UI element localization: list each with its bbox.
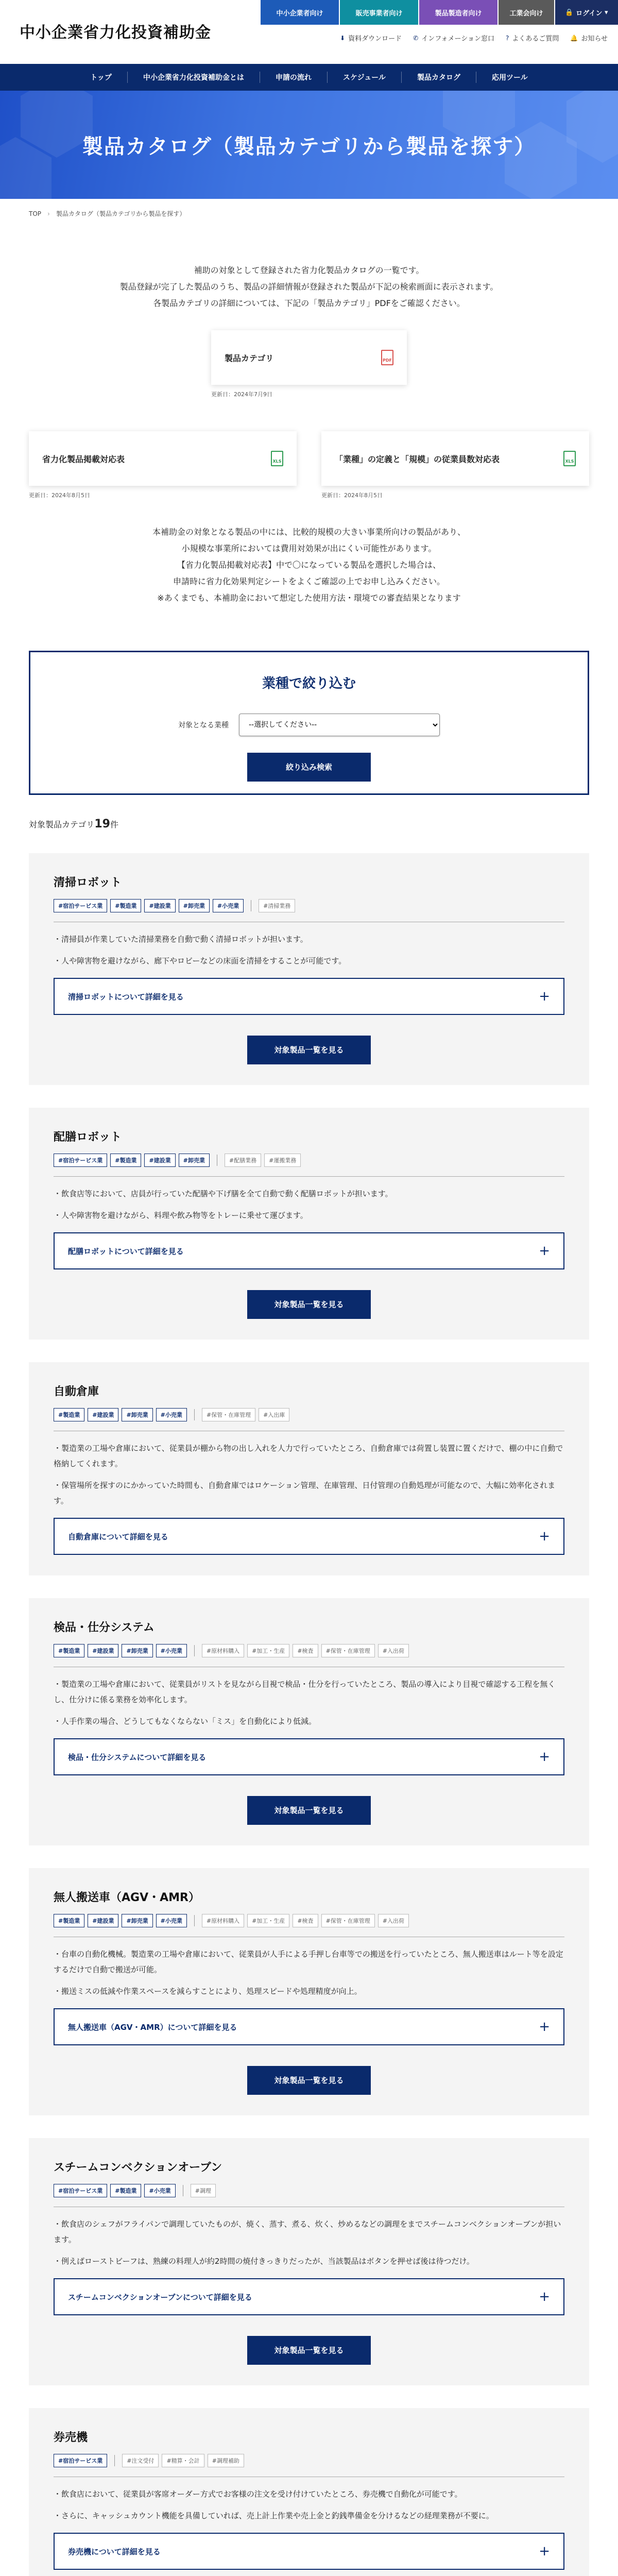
category-body bbox=[54, 1431, 564, 1509]
category-title: 自動倉庫 bbox=[54, 1385, 99, 1398]
login-label: ログイン bbox=[576, 9, 603, 18]
process-tag: #原材料購入 bbox=[202, 1914, 244, 1927]
question-icon: ? bbox=[506, 34, 509, 42]
process-tag: #調理 bbox=[191, 2184, 216, 2197]
tab-manufacturer[interactable]: 製品製造者向け bbox=[419, 0, 497, 25]
category-body bbox=[54, 1937, 564, 1999]
view-products-button[interactable]: 対象製品一覧を見る bbox=[247, 1290, 371, 1319]
tag-list bbox=[54, 2184, 564, 2197]
download-icon: ⬇ bbox=[340, 34, 346, 42]
category-title: 無人搬送車（AGV・AMR） bbox=[54, 1891, 200, 1904]
category-description: ・保管場所を探すのにかかっていた時間も、自動倉庫ではロケーション管理、在庫管理、日付管理の自動処理が可能なので、大幅に効率化されます。 bbox=[54, 1481, 556, 1505]
view-products-button[interactable]: 対象製品一覧を見る bbox=[247, 2066, 371, 2095]
intro-text bbox=[0, 262, 618, 312]
industry-tag[interactable]: #製造業 bbox=[110, 1154, 141, 1167]
category-description: ・例えばローストビーフは、熟練の料理人が約2時間の焼付きっきりだったが、当該製品はボタンを押せば後は待つだけ。 bbox=[54, 2257, 474, 2266]
industry-tag[interactable]: #小売業 bbox=[156, 1914, 187, 1927]
industry-tag[interactable]: #宿泊サービス業 bbox=[54, 2184, 107, 2197]
hero-banner bbox=[0, 91, 618, 199]
excel-icon: XLS bbox=[271, 451, 283, 466]
doc-column bbox=[321, 431, 589, 499]
site-header bbox=[0, 0, 618, 64]
process-tag: #加工・生産 bbox=[247, 1644, 289, 1657]
accordion-label: 清掃ロボットについて詳細を見る bbox=[68, 992, 184, 1002]
doc-link-correspondence-table[interactable] bbox=[29, 431, 297, 486]
category-list bbox=[0, 853, 618, 2576]
process-tag: #検査 bbox=[293, 1914, 318, 1927]
notes-text bbox=[0, 524, 618, 606]
accordion-label: スチームコンベクションオーブンについて詳細を見る bbox=[68, 2292, 252, 2302]
category-description: ・人や障害物を避けながら、廊下やロビーなどの床面を清掃をすることが可能です。 bbox=[54, 956, 347, 965]
category-card bbox=[29, 2408, 589, 2576]
pdf-icon: PDF bbox=[381, 350, 393, 365]
gnav-catalog[interactable]: 製品カタログ bbox=[401, 72, 476, 83]
category-description: ・飲食店等において、店員が行っていた配膳や下げ膳を全て自動で動く配膳ロボットが担います。 bbox=[54, 1189, 393, 1198]
gnav-top[interactable]: トップ bbox=[90, 74, 112, 82]
breadcrumb-current: 製品カタログ（製品カテゴリから製品を探す） bbox=[56, 210, 186, 217]
category-card bbox=[29, 853, 589, 1085]
industry-tag[interactable]: #小売業 bbox=[213, 899, 244, 912]
accordion-label: 自動倉庫について詳細を見る bbox=[68, 1532, 168, 1541]
category-details-accordion[interactable] bbox=[54, 1738, 564, 1775]
industry-tag[interactable]: #卸売業 bbox=[179, 899, 210, 912]
category-details-accordion[interactable] bbox=[54, 978, 564, 1015]
doc-date: 更新日：2024年8月5日 bbox=[29, 492, 90, 499]
note-line: 【省力化製品掲載対応表】中で〇になっている製品を選択した場合は、 bbox=[177, 560, 441, 570]
process-tag: #保管・在庫管理 bbox=[321, 1914, 375, 1927]
industry-tag[interactable]: #宿泊サービス業 bbox=[54, 2454, 107, 2467]
filter-row bbox=[30, 714, 588, 736]
document-links bbox=[29, 431, 589, 499]
category-body bbox=[54, 922, 564, 969]
doc-column bbox=[29, 431, 297, 499]
industry-tag[interactable]: #製造業 bbox=[110, 899, 141, 912]
util-label: よくあるご質問 bbox=[512, 35, 559, 43]
filter-search-button[interactable]: 絞り込み検索 bbox=[247, 753, 371, 782]
industry-select[interactable] bbox=[239, 714, 440, 736]
util-label: インフォメーション窓口 bbox=[421, 35, 495, 43]
industry-tag[interactable]: #卸売業 bbox=[179, 1154, 210, 1167]
plus-icon: + bbox=[539, 2544, 550, 2559]
process-tag: #運搬業務 bbox=[264, 1154, 301, 1167]
category-description: ・人手作業の場合、どうしてもなくならない「ミス」を自動化により低減。 bbox=[54, 1717, 317, 1726]
doc-link-industry-definition[interactable] bbox=[321, 431, 589, 486]
industry-filter bbox=[29, 651, 589, 795]
plus-icon: + bbox=[539, 1529, 550, 1544]
industry-tag[interactable]: #宿泊サービス業 bbox=[54, 1154, 107, 1167]
excel-icon: XLS bbox=[563, 451, 576, 466]
util-link-news[interactable] bbox=[570, 33, 608, 43]
catalog-pdf-link[interactable] bbox=[211, 330, 407, 385]
industry-tag[interactable]: #小売業 bbox=[156, 1644, 187, 1657]
chevron-right-icon: › bbox=[47, 210, 50, 217]
filter-title: 業種で絞り込む bbox=[262, 676, 356, 691]
category-card bbox=[29, 1598, 589, 1845]
category-card bbox=[29, 1868, 589, 2115]
process-tag: #注文受付 bbox=[122, 2454, 159, 2467]
category-description: ・搬送ミスの低減や作業スペースを減らすことにより、処理スピードや処理精度が向上。 bbox=[54, 1987, 362, 1996]
tab-vendor[interactable]: 販売事業者向け bbox=[340, 0, 418, 25]
result-count bbox=[29, 818, 589, 831]
lock-icon: 🔒 bbox=[565, 8, 576, 16]
process-tag: #保管・在庫管理 bbox=[321, 1644, 375, 1657]
plus-icon: + bbox=[539, 1243, 550, 1259]
breadcrumb-top[interactable]: TOP bbox=[29, 210, 42, 217]
category-description: ・製造業の工場や倉庫において、従業員が棚から物の出し入れを人力で行っていたところ、自動倉庫では荷置し装置に置くだけで、棚の中に自動で格納してくれます。 bbox=[54, 1444, 563, 1468]
process-tag: #配膳業務 bbox=[225, 1154, 261, 1167]
process-tag: #入出荷 bbox=[378, 1914, 409, 1927]
tag-list bbox=[54, 1154, 564, 1167]
process-tag: #検査 bbox=[293, 1644, 318, 1657]
util-label: お知らせ bbox=[581, 35, 608, 43]
page-title: 製品カタログ（製品カテゴリから製品を探す） bbox=[82, 134, 536, 159]
tab-industry[interactable]: 工業会向け bbox=[499, 0, 554, 25]
intro-line: 各製品カテゴリの詳細については、下記の「製品カテゴリ」PDFをご確認ください。 bbox=[153, 298, 465, 308]
industry-tag[interactable]: #建設業 bbox=[88, 1644, 118, 1657]
util-link-faq[interactable] bbox=[506, 33, 559, 43]
util-link-download[interactable] bbox=[340, 33, 402, 43]
category-title: スチームコンベクションオーブン bbox=[54, 2161, 222, 2174]
view-products-button[interactable]: 対象製品一覧を見る bbox=[247, 1036, 371, 1064]
category-card bbox=[29, 2138, 589, 2385]
login-button[interactable] bbox=[555, 0, 618, 25]
global-nav bbox=[0, 64, 618, 91]
plus-icon: + bbox=[539, 2289, 550, 2304]
category-details-accordion[interactable] bbox=[54, 2533, 564, 2570]
count-suffix: 件 bbox=[110, 820, 119, 829]
category-description: ・台車の自動化機械。製造業の工場や倉庫において、従業員が人手による手押し台車等での搬送を行っていたところ、無人搬送車はルート等を設定するだけで自動で搬送が可能。 bbox=[54, 1950, 563, 1974]
tag-list bbox=[54, 1644, 564, 1657]
tag-list bbox=[54, 899, 564, 912]
category-title: 清掃ロボット bbox=[54, 876, 122, 889]
category-title: 配膳ロボット bbox=[54, 1131, 122, 1144]
count-prefix: 対象製品カテゴリ bbox=[29, 820, 95, 829]
industry-tag[interactable]: #小売業 bbox=[156, 1408, 187, 1421]
industry-tag[interactable]: #宿泊サービス業 bbox=[54, 899, 107, 912]
industry-tag[interactable]: #製造業 bbox=[54, 1408, 84, 1421]
gnav-flow[interactable]: 申請の流れ bbox=[260, 72, 327, 83]
industry-tag[interactable]: #製造業 bbox=[54, 1644, 84, 1657]
process-tag: #保管・在庫管理 bbox=[202, 1408, 255, 1421]
industry-tag[interactable]: #建設業 bbox=[88, 1914, 118, 1927]
tag-list bbox=[54, 2454, 564, 2467]
industry-tag[interactable]: #卸売業 bbox=[122, 1644, 152, 1657]
plus-icon: + bbox=[539, 989, 550, 1004]
category-description: ・飲食店のシェフがフライパンで調理していたものが、焼く、蒸す、煮る、炊く、炒めるなどの調理をまでスチームコンベクションオーブンが担います。 bbox=[54, 2219, 561, 2244]
process-tag: #入出荷 bbox=[378, 1644, 409, 1657]
tag-list bbox=[54, 1408, 564, 1421]
doc-name: 省力化製品掲載対応表 bbox=[42, 454, 125, 464]
count-number: 19 bbox=[94, 818, 110, 831]
category-description: ・製造業の工場や倉庫において、従業員がリストを見ながら目視で検品・仕分を行っていたところ、製品の導入により目視で確認する工程を無くし、仕分けに係る業務を効率化します。 bbox=[54, 1680, 556, 1704]
accordion-label: 検品・仕分システムについて詳細を見る bbox=[68, 1752, 207, 1762]
category-body bbox=[54, 1667, 564, 1729]
category-description: ・人や障害物を避けながら、料理や飲み物等をトレーに乗せて運びます。 bbox=[54, 1211, 308, 1220]
gnav-about[interactable]: 中小企業省力化投資補助金とは bbox=[127, 72, 260, 83]
tag-divider bbox=[194, 1409, 195, 1420]
catalog-date: 更新日：2024年7月9日 bbox=[211, 391, 272, 398]
category-card bbox=[29, 1362, 589, 1575]
note-line: 小規模な事業所においては費用対効果が出にくい可能性があります。 bbox=[181, 544, 437, 553]
tag-divider bbox=[194, 1915, 195, 1926]
audience-nav bbox=[260, 0, 618, 25]
filter-label: 対象となる業種 bbox=[178, 721, 229, 730]
tab-sme[interactable]: 中小企業者向け bbox=[261, 0, 339, 25]
note-line: ※あくまでも、本補助金において想定した使用方法・環境での審査結果となります bbox=[157, 593, 461, 603]
plus-icon: + bbox=[539, 1749, 550, 1765]
category-title: 検品・仕分システム bbox=[54, 1621, 154, 1634]
category-details-accordion[interactable] bbox=[54, 2278, 564, 2315]
gnav-schedule[interactable]: スケジュール bbox=[327, 72, 401, 83]
category-description: ・さらに、キャッシュカウント機能を具備していれば、売上計上作業や売上金と釣銭準備金を分けるなどの経理業務が不要に。 bbox=[54, 2511, 494, 2520]
catalog-pdf-name: 製品カテゴリ bbox=[225, 353, 274, 363]
category-body bbox=[54, 2207, 564, 2269]
view-products-button[interactable]: 対象製品一覧を見る bbox=[247, 1796, 371, 1825]
accordion-label: 無人搬送車（AGV・AMR）について詳細を見る bbox=[68, 2022, 237, 2032]
industry-tag[interactable]: #建設業 bbox=[88, 1408, 118, 1421]
view-products-button[interactable]: 対象製品一覧を見る bbox=[247, 2336, 371, 2365]
accordion-label: 券売機について詳細を見る bbox=[68, 2547, 161, 2556]
note-line: 申請時に省力化効果判定シートをよくご確認の上でお申し込みください。 bbox=[173, 577, 445, 586]
plus-icon: + bbox=[539, 2019, 550, 2035]
util-label: 資料ダウンロード bbox=[348, 35, 402, 43]
tag-divider bbox=[114, 2455, 115, 2466]
process-tag: #清掃業務 bbox=[259, 899, 295, 912]
category-details-accordion[interactable] bbox=[54, 1232, 564, 1269]
category-description: ・飲食店において、従業員が客席オーダー方式でお客様の注文を受け付けていたところ、券売機で自動化が可能です。 bbox=[54, 2489, 462, 2499]
chevron-down-icon: ▾ bbox=[602, 8, 608, 16]
process-tag: #精算・会計 bbox=[162, 2454, 204, 2467]
util-link-info[interactable] bbox=[413, 33, 494, 43]
gnav-tools[interactable]: 応用ツール bbox=[476, 72, 543, 83]
process-tag: #原材料購入 bbox=[202, 1644, 244, 1657]
category-card bbox=[29, 1108, 589, 1340]
note-line: 本補助金の対象となる製品の中には、比較的規模の大きい事業所向けの製品があり、 bbox=[152, 527, 466, 537]
category-description: ・清掃員が作業していた清掃業務を自動で動く清掃ロボットが担います。 bbox=[54, 935, 308, 944]
process-tag: #加工・生産 bbox=[247, 1914, 289, 1927]
industry-tag[interactable]: #卸売業 bbox=[122, 1914, 152, 1927]
category-details-accordion[interactable] bbox=[54, 1518, 564, 1555]
doc-date: 更新日：2024年8月5日 bbox=[321, 492, 383, 499]
category-body bbox=[54, 2477, 564, 2523]
category-details-accordion[interactable] bbox=[54, 2008, 564, 2045]
info-icon: ✆ bbox=[413, 34, 419, 42]
industry-tag[interactable]: #製造業 bbox=[54, 1914, 84, 1927]
industry-tag[interactable]: #小売業 bbox=[144, 2184, 175, 2197]
doc-name: 「業種」の定義と「規模」の従業員数対応表 bbox=[335, 454, 500, 464]
process-tag: #入出庫 bbox=[259, 1408, 289, 1421]
bell-icon: 🔔 bbox=[570, 34, 578, 42]
breadcrumb bbox=[0, 199, 618, 228]
accordion-label: 配膳ロボットについて詳細を見る bbox=[68, 1246, 184, 1256]
tag-list bbox=[54, 1914, 564, 1927]
site-logo[interactable]: 中小企業省力化投資補助金 bbox=[20, 24, 211, 42]
utility-links bbox=[340, 33, 608, 43]
category-body bbox=[54, 1176, 564, 1223]
industry-tag[interactable]: #卸売業 bbox=[122, 1408, 152, 1421]
intro-line: 補助の対象として登録された省力化製品カタログの一覧です。 bbox=[194, 265, 424, 275]
process-tag: #調理補助 bbox=[208, 2454, 244, 2467]
industry-tag[interactable]: #建設業 bbox=[144, 899, 175, 912]
intro-line: 製品登録が完了した製品のうち、製品の詳細情報が登録された製品が下記の検索画面に表示されます。 bbox=[119, 282, 499, 292]
industry-tag[interactable]: #製造業 bbox=[110, 2184, 141, 2197]
category-title: 券売機 bbox=[54, 2431, 88, 2444]
tag-divider bbox=[194, 1645, 195, 1656]
industry-tag[interactable]: #建設業 bbox=[144, 1154, 175, 1167]
